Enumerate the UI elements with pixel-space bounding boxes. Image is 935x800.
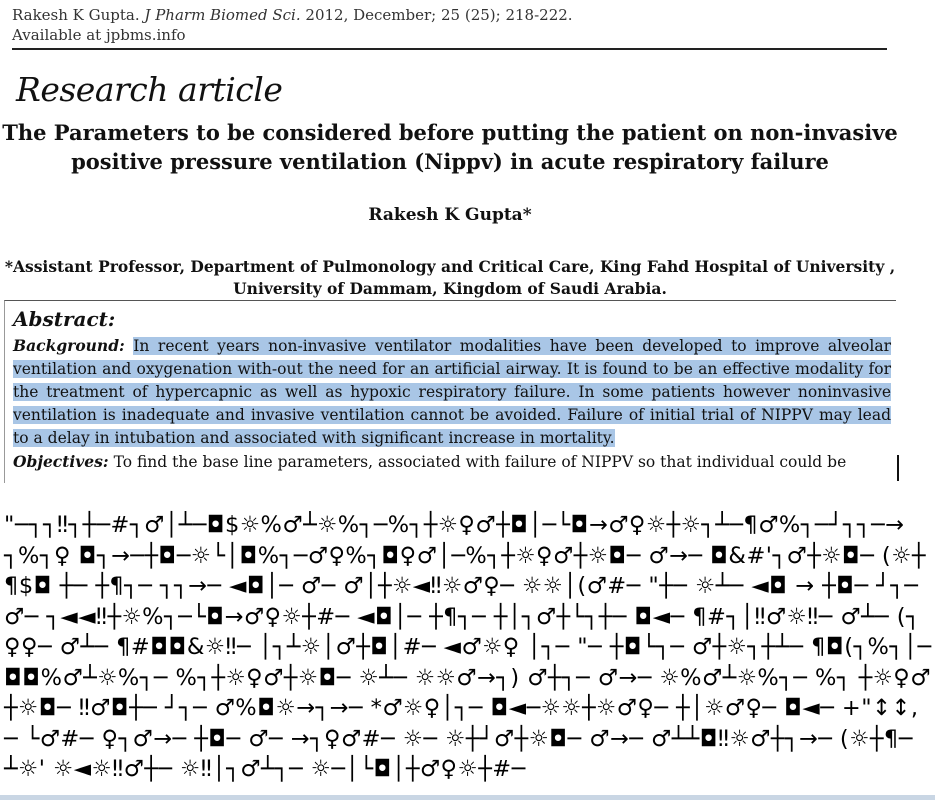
article-type-label: Research article (16, 70, 283, 109)
background-label: Background: (13, 336, 125, 355)
citation-details: 2012, December; 25 (25); 218-222. (300, 6, 573, 24)
abstract-section (4, 300, 896, 483)
author-affiliation: *Assistant Professor, Department of Pulmonology and Critical Care, King Fahd Hospital of University , University of Dammam, Kingdom of Saudi Arabia. (4, 257, 896, 298)
citation-author: Rakesh K Gupta. (12, 6, 140, 24)
citation-line (12, 5, 573, 25)
journal-header (12, 5, 573, 45)
abstract-heading: Abstract: (13, 307, 116, 331)
background-text-selected[interactable]: In recent years non-invasive ventilator modalities have been developed to improve alveolar ventilation and oxygenation with-out the need for an artificial airway. It is found to be an effective modality for the treatment of hypercapnic as well as hypoxic respiratory failure. In some patients however noninvasive ventilation is inadequate and invasive ventilation cannot be avoided. Failure of initial trial of NIPPV may lead to a delay in intubation and associated with significant increase in mortality. (13, 337, 891, 447)
paper-title: The Parameters to be considered before putting the patient on non-invasive positive pressure ventilation (Nippv) in acute respiratory failure (2, 120, 898, 174)
availability-line: Available at jpbms.info (12, 26, 186, 44)
header-divider (12, 48, 887, 50)
objectives-label: Objectives: (13, 452, 109, 471)
text-cursor (897, 455, 899, 481)
abstract-body[interactable] (13, 334, 891, 474)
journal-name: J Pharm Biomed Sci. (144, 6, 301, 24)
objectives-text[interactable]: To find the base line parameters, associated with failure of NIPPV so that individual could be (113, 453, 847, 471)
bottom-edge-bar (0, 795, 935, 800)
author-name: Rakesh K Gupta* (368, 205, 532, 225)
garbled-pasted-text[interactable]: "─┐┐‼┐┼─#┐♂│┴─◘$☼%♂┴☼%┐─%┐┼☼♀♂┼◘│─└◘→♂♀☼┼☼┐┴─¶♂%┐─┘┐┐─→┐%┐♀ ◘┐→─┼◘─☼└│◘%┐─♂♀%┐◘♀♂│─%┐┼☼♀♂┼☼◘─ ♂→─ ◘&#'┐♂┼☼◘─ (☼┼¶$◘ ┼─ ┼¶┐─ ┐┐→─ ◄◘│─ ♂─ ♂│┼☼◄‼☼♂♀─ ☼☼│(♂#─ "┼─ ☼┴─ ◄◘ → ┼◘─ ┘┐─ ♂─ ┐◄◄‼┼☼%┐─└◘→♂♀☼┼#─ ◄◘│─ ┼¶┐─ ┼│┐♂┼└┐┼─ ◘◄─ ¶#┐│‼♂☼‼─ ♂┴─ (┐♀♀─ ♂┴─ ¶#◘◘&☼‼─ │┐┴☼│♂┼◘│#─ ◄♂☼♀ │┐─ "─ ┼◘└┐─ ♂┼☼┐┼┴─ ¶◘(┐%┐│─ ◘◘%♂┴☼%┐─ %┐┼☼♀♂┼☼◘─ ☼┴─ ☼☼♂→┐) ♂┼┐─ ♂→─ ☼%♂┴☼%┐─ %┐ ┼☼♀♂┼☼◘─ ‼♂◘┼─ ┘┐─ ♂%◘☼→┐→─ *♂☼♀│┐─ ◘◄─☼☼┼☼♂♀─ ┼│☼♂♀─ ◘◄─ +"↕↕,─ └♂#─ ♀┐♂→─ ┼◘─ ♂─ →┐♀♂#─ ☼─ ☼┼┘♂┼☼◘─ ♂→─ ♂┴┴◘‼☼♂┼┐→─ (☼┼¶─ ┴☼' ☼◄☼‼♂┼─ ☼‼│┐♂┴┐─ ☼─│└◘│┼♂♀☼┼#─ (4, 512, 932, 782)
